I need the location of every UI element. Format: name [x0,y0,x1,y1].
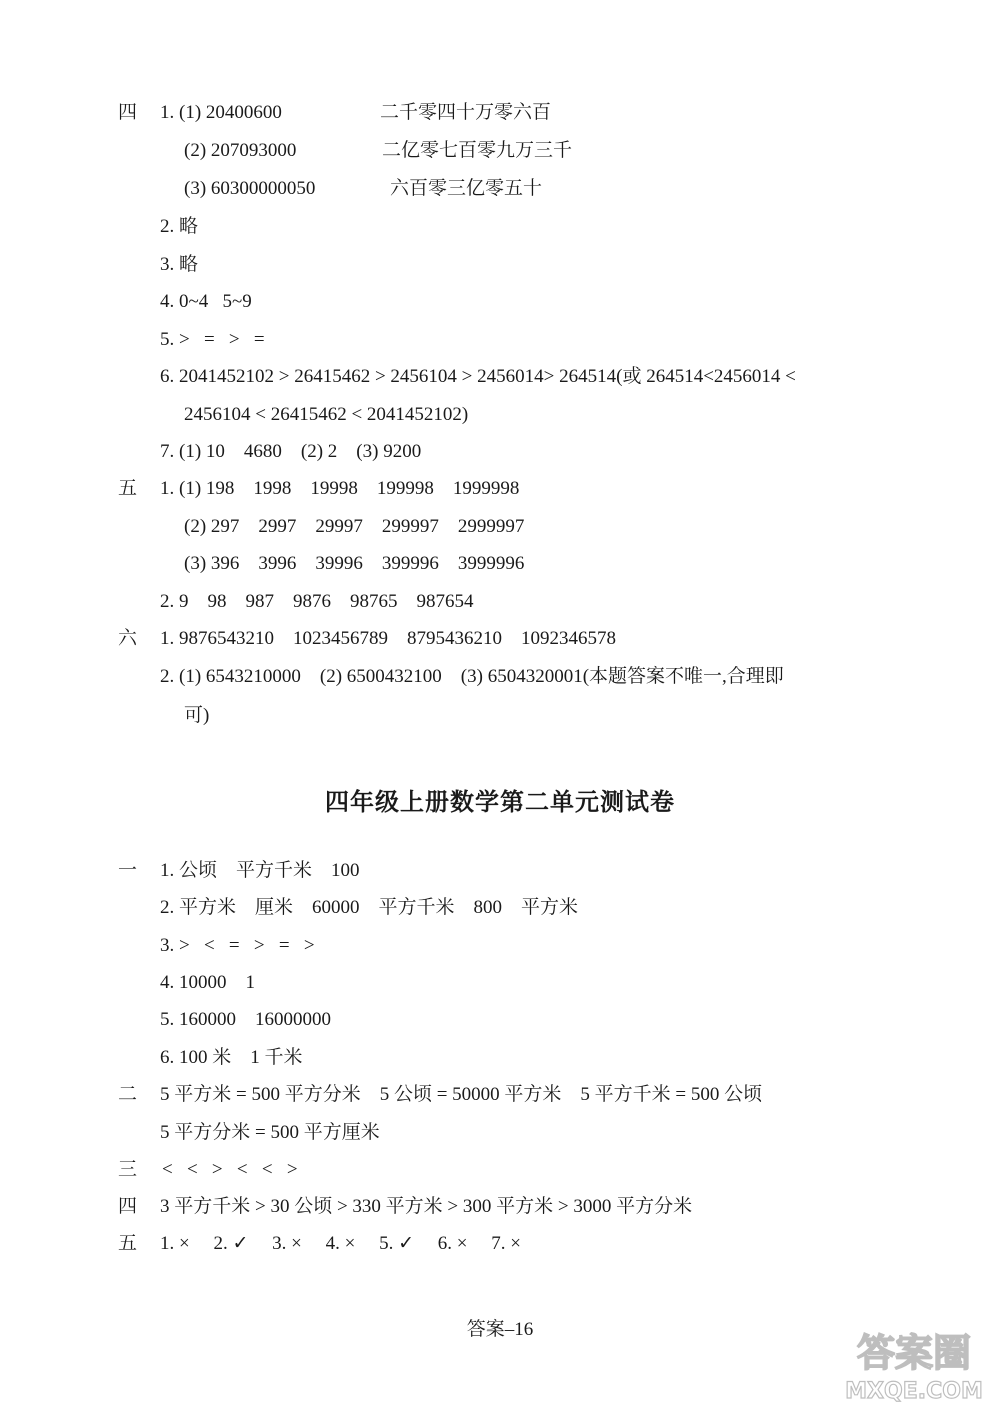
answer-line: (3) 396 3996 39996 399996 3999996 [184,553,525,574]
watermark-url: MXQE.COM [845,1379,983,1404]
answer-line: 5 平方米 = 500 平方分米 5 公顷 = 50000 平方米 5 平方千米 = 500 公顷 [160,1084,763,1105]
answer-line: 5 平方分米 = 500 平方厘米 [160,1122,380,1143]
answer-line: 1. (1) 198 1998 19998 199998 1999998 [160,478,520,499]
answer-line: 2. 9 98 987 9876 98765 987654 [160,591,474,612]
section-label: 四 [118,1196,138,1217]
answer-line: 1. × 2. ✓ 3. × 4. × 5. ✓ 6. × 7. × [160,1233,521,1254]
answer-line: 1. 公顷 平方千米 100 [160,860,360,881]
answer-line: 4. 10000 1 [160,972,255,993]
answer-line: (2) 207093000 [184,140,297,161]
answer-line: 6. 100 米 1 千米 [160,1047,303,1068]
watermark-logo [838,1318,990,1406]
section-label: 二 [118,1084,138,1105]
answer-line: 2. 略 [160,216,199,237]
answer-line: (3) 60300000050 [184,178,316,199]
answer-line: 1. 9876543210 1023456789 8795436210 1092346578 [160,628,616,649]
answer-line: 5. 160000 16000000 [160,1009,331,1030]
answer-line: 4. 0~4 5~9 [160,291,252,312]
answer-line: 7. (1) 10 4680 (2) 2 (3) 9200 [160,441,422,462]
section-label: 三 [118,1159,138,1180]
answer-line: 3. 略 [160,254,199,275]
answer-line: 二亿零七百零九万三千 [382,140,573,161]
answer-line: 3. > < = > = > [160,935,315,956]
answer-line: (2) 297 2997 29997 299997 2999997 [184,516,525,537]
answer-line: 2. 平方米 厘米 60000 平方千米 800 平方米 [160,897,579,918]
section-label: 五 [118,1233,138,1254]
answer-line: 二千零四十万零六百 [380,102,552,123]
answer-line: 6. 2041452102 > 26415462 > 2456104 > 2456014> 264514(或 264514<2456014 < [160,366,796,387]
answer-line: 3 平方千米 > 30 公顷 > 330 平方米 > 300 平方米 > 3000 平方分米 [160,1196,693,1217]
page-title: 四年级上册数学第二单元测试卷 [325,788,675,816]
answer-line: 2456104 < 26415462 < 2041452102) [184,404,469,425]
section-label: 五 [118,478,138,499]
watermark-text: 答案圈 [856,1331,972,1375]
answer-line: 1. (1) 20400600 [160,102,282,123]
section-label: 四 [118,102,138,123]
answer-line: 5. > = > = [160,329,265,350]
answer-line: 2. (1) 6543210000 (2) 6500432100 (3) 6504320001(本题答案不唯一,合理即 [160,666,784,687]
answer-line: 六百零三亿零五十 [390,178,543,199]
answer-line: < < > < < > [162,1159,298,1180]
answer-line: 可) [184,705,210,726]
section-label: 一 [118,860,138,881]
page-number: 答案–16 [466,1319,534,1340]
section-label: 六 [118,628,138,649]
